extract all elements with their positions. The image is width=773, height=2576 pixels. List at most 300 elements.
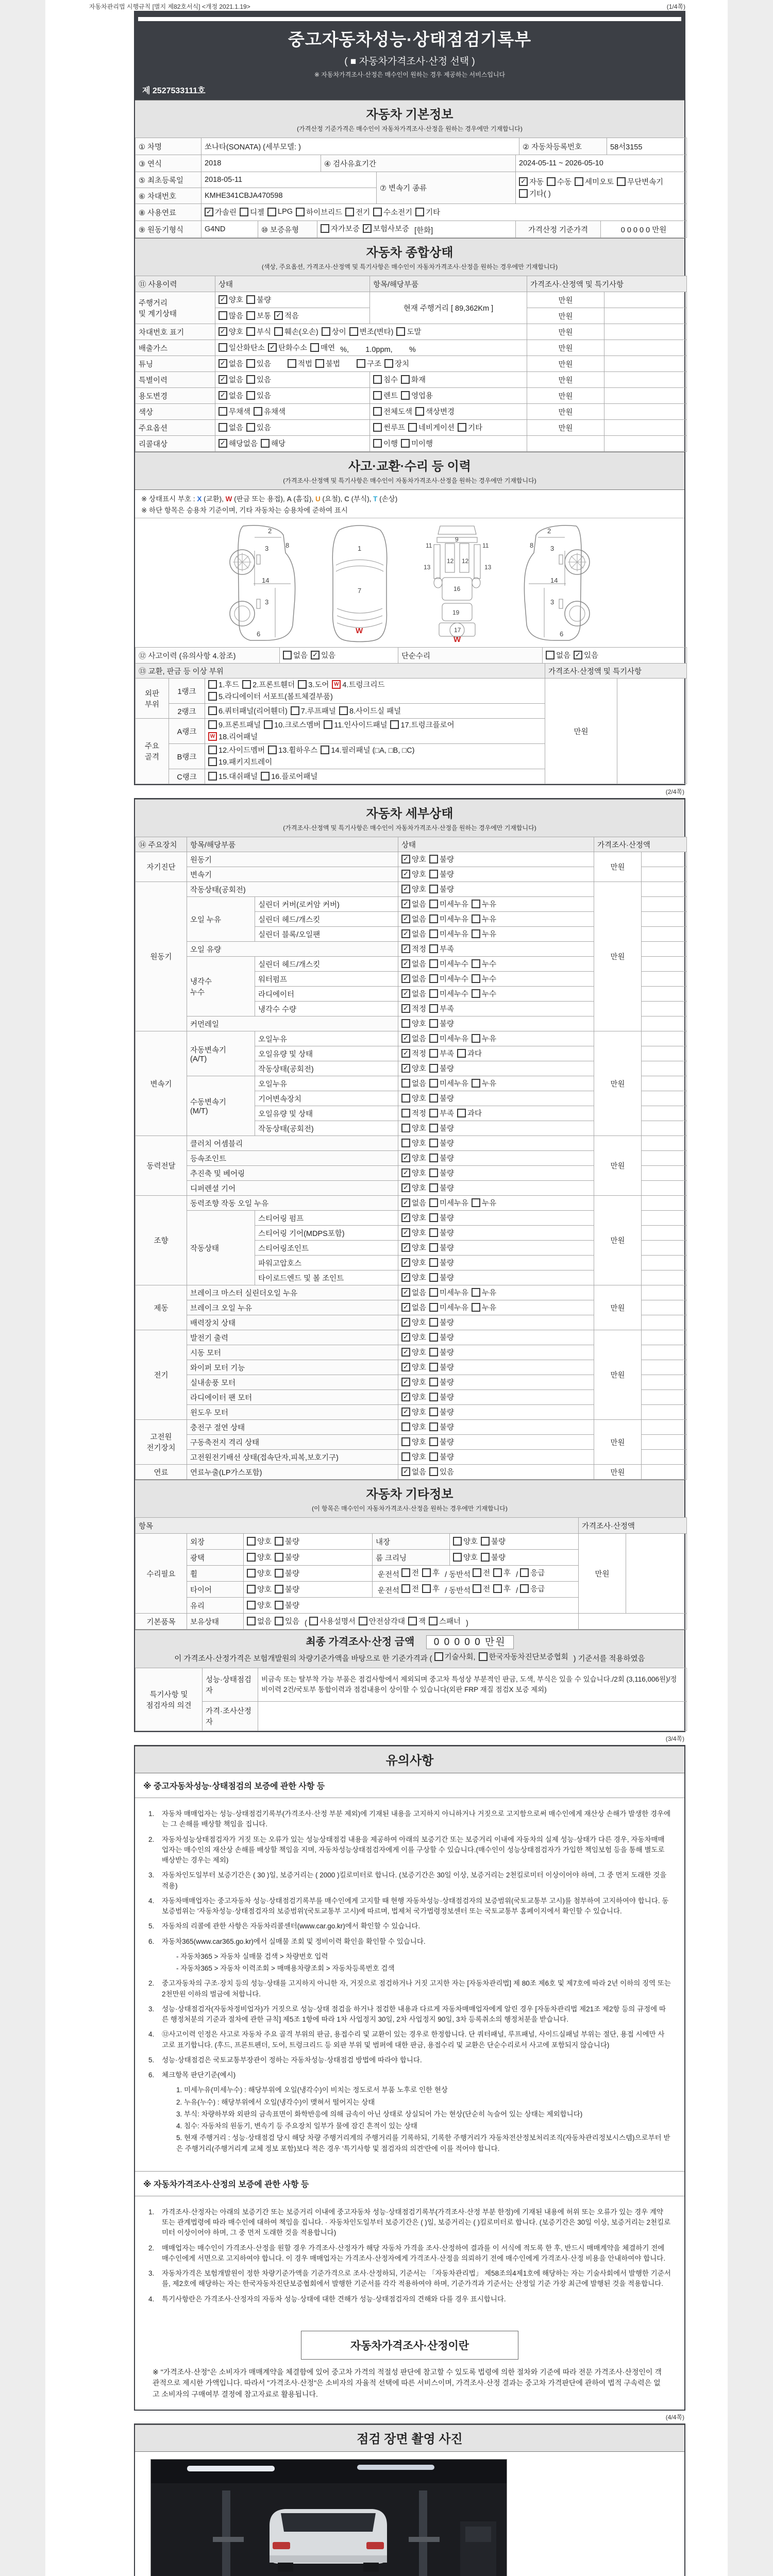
checkbox-10.크로스멤버[interactable]: [264, 720, 273, 729]
checkbox-미세누유[interactable]: [429, 900, 438, 908]
option-1.후드[interactable]: [208, 679, 239, 690]
option-상이[interactable]: [322, 326, 346, 337]
checkbox-불량[interactable]: [429, 1019, 438, 1028]
option-불량[interactable]: [275, 1584, 299, 1595]
option-없음[interactable]: [401, 899, 426, 909]
checkbox-불량[interactable]: [429, 1452, 438, 1461]
option-자동[interactable]: [519, 176, 544, 187]
checkbox-11.인사이드패널[interactable]: [324, 720, 332, 729]
option-부족[interactable]: [429, 1108, 454, 1118]
option-불량[interactable]: [429, 854, 454, 865]
checkbox-없음[interactable]: [401, 1288, 410, 1297]
option-없음[interactable]: [401, 913, 426, 924]
option-기타[interactable]: [415, 207, 440, 217]
option-전[interactable]: [401, 1583, 419, 1594]
checkbox-불량[interactable]: [429, 855, 438, 863]
option-색상변경[interactable]: [415, 406, 455, 417]
checkbox-15.대쉬패널[interactable]: [208, 772, 217, 781]
checkbox-사용설명서[interactable]: [309, 1617, 318, 1625]
checkbox-미세누수[interactable]: [429, 974, 438, 983]
option-미세누수[interactable]: [429, 973, 468, 984]
checkbox-썬루프[interactable]: [373, 423, 382, 432]
checkbox-불량[interactable]: [429, 1168, 438, 1177]
option-양호[interactable]: [401, 1377, 426, 1387]
option-렌트[interactable]: [373, 390, 398, 401]
option-있음[interactable]: [246, 422, 271, 433]
checkbox-없음[interactable]: [401, 1303, 410, 1312]
option-불량[interactable]: [429, 1138, 454, 1148]
checkbox-해당[interactable]: [261, 439, 270, 448]
option-LPG[interactable]: [267, 208, 293, 216]
checkbox-없음[interactable]: [219, 391, 227, 400]
checkbox-보험사보증[interactable]: [363, 224, 372, 233]
checkbox-없음[interactable]: [401, 1079, 410, 1088]
checkbox-양호[interactable]: [401, 1124, 410, 1132]
option-17.트렁크플로어[interactable]: [390, 719, 454, 730]
checkbox-미세누유[interactable]: [429, 929, 438, 938]
option-양호[interactable]: [401, 1182, 426, 1193]
option-미세누유[interactable]: [429, 1078, 468, 1089]
checkbox-있음[interactable]: [311, 651, 320, 659]
checkbox-무단변속기[interactable]: [617, 177, 626, 186]
option-불법[interactable]: [315, 358, 340, 369]
option-침수[interactable]: [373, 374, 398, 385]
checkbox-미세누유[interactable]: [429, 1079, 438, 1088]
option-누유[interactable]: [472, 1197, 496, 1208]
option-적정[interactable]: [401, 943, 426, 954]
checkbox-없음[interactable]: [401, 989, 410, 998]
checkbox-5.라디에이터 서포트(볼트체결부품)[interactable]: [208, 692, 217, 701]
checkbox-3.도어[interactable]: [298, 680, 307, 689]
option-누유[interactable]: [472, 1287, 496, 1298]
option-불량[interactable]: [429, 884, 454, 894]
option-미세누유[interactable]: [429, 928, 468, 939]
option-전체도색[interactable]: [373, 406, 412, 417]
option-12.사이드멤버[interactable]: [208, 744, 265, 755]
option-양호[interactable]: [401, 884, 426, 894]
option-있음[interactable]: [246, 390, 271, 401]
checkbox-양호[interactable]: [219, 295, 227, 304]
option-영업용[interactable]: [401, 390, 433, 401]
checkbox-있음[interactable]: [429, 1467, 438, 1476]
checkbox-불량[interactable]: [429, 1333, 438, 1342]
checkbox-누유[interactable]: [472, 1079, 480, 1088]
checkbox-없음[interactable]: [546, 651, 554, 659]
checkbox-전체도색[interactable]: [373, 407, 382, 416]
option-불량[interactable]: [429, 1362, 454, 1372]
checkbox-응급[interactable]: [520, 1584, 529, 1593]
option-장치[interactable]: [384, 358, 409, 369]
checkbox-변조(변타)[interactable]: [349, 327, 358, 336]
option-하이브리드[interactable]: [296, 207, 342, 217]
checkbox-2.프론트휀더[interactable]: [242, 680, 251, 689]
checkbox-유채색[interactable]: [254, 407, 262, 416]
checkbox-미세누유[interactable]: [429, 1034, 438, 1043]
checkbox-누유[interactable]: [472, 1034, 480, 1043]
checkbox-일산화탄소[interactable]: [219, 343, 227, 352]
checkbox-불량[interactable]: [429, 1378, 438, 1386]
checkbox-전[interactable]: [473, 1584, 481, 1593]
checkbox-있음[interactable]: [275, 1617, 283, 1625]
option-불량[interactable]: [246, 294, 271, 305]
checkbox-후[interactable]: [422, 1584, 431, 1593]
option-미세누유[interactable]: [429, 1033, 468, 1044]
checkbox-미세누유[interactable]: [429, 1288, 438, 1297]
option-양호[interactable]: [401, 1018, 426, 1029]
checkbox-없음[interactable]: [219, 375, 227, 384]
checkbox-응급[interactable]: [520, 1568, 529, 1577]
option-전[interactable]: [473, 1583, 490, 1594]
checkbox-이행[interactable]: [373, 439, 382, 448]
checkbox-보통[interactable]: [246, 311, 255, 320]
option-양호[interactable]: [401, 1451, 426, 1462]
checkbox-없음[interactable]: [247, 1617, 256, 1625]
option-미세누유[interactable]: [429, 1302, 468, 1313]
option-없음[interactable]: [401, 988, 426, 999]
option-불량[interactable]: [275, 1600, 299, 1611]
option-없음[interactable]: [401, 928, 426, 939]
option-응급[interactable]: [520, 1583, 545, 1594]
option-불량[interactable]: [429, 1182, 454, 1193]
checkbox-불량[interactable]: [429, 1139, 438, 1147]
checkbox-8.사이드실 패널[interactable]: [339, 706, 348, 715]
checkbox-불량[interactable]: [275, 1601, 283, 1609]
checkbox-불량[interactable]: [481, 1537, 490, 1546]
checkbox-부족[interactable]: [429, 1004, 438, 1013]
option-불량[interactable]: [429, 1123, 454, 1133]
checkbox-색상변경[interactable]: [415, 407, 424, 416]
checkbox-적정[interactable]: [401, 1049, 410, 1058]
option-양호[interactable]: [247, 1568, 272, 1579]
option-없음[interactable]: [401, 1033, 426, 1044]
checkbox-불량[interactable]: [429, 1154, 438, 1162]
option-양호[interactable]: [401, 1212, 426, 1223]
checkbox-불량[interactable]: [429, 885, 438, 893]
checkbox-상이[interactable]: [322, 327, 330, 336]
checkbox-불량[interactable]: [275, 1553, 283, 1562]
checkbox-양호[interactable]: [401, 1139, 410, 1147]
option-없음[interactable]: [401, 1302, 426, 1313]
checkbox-있음[interactable]: [246, 391, 255, 400]
checkbox-미세누수[interactable]: [429, 959, 438, 968]
checkbox-양호[interactable]: [401, 1393, 410, 1401]
checkbox-17.트렁크플로어[interactable]: [390, 720, 399, 729]
option-있음[interactable]: [311, 650, 335, 660]
option-불량[interactable]: [429, 1317, 454, 1328]
option-적정[interactable]: [401, 1108, 426, 1118]
option-일산화탄소[interactable]: [219, 342, 265, 353]
checkbox-6.쿼터패널(리어휀더)[interactable]: [208, 706, 217, 715]
checkbox-기타( )[interactable]: [519, 189, 528, 198]
checkbox-무채색[interactable]: [219, 407, 227, 416]
checkbox-양호[interactable]: [401, 1378, 410, 1386]
option-불량[interactable]: [429, 1018, 454, 1029]
checkbox-불량[interactable]: [246, 295, 255, 304]
checkbox-불량[interactable]: [429, 1064, 438, 1073]
option-불량[interactable]: [429, 1242, 454, 1253]
option-누유[interactable]: [472, 899, 496, 909]
option-불량[interactable]: [429, 1257, 454, 1268]
checkbox-양호[interactable]: [401, 1168, 410, 1177]
checkbox-1.후드[interactable]: [208, 680, 217, 689]
checkbox-양호[interactable]: [401, 1183, 410, 1192]
option-누수[interactable]: [472, 973, 496, 984]
option-사용설명서[interactable]: [309, 1616, 356, 1626]
checkbox-불량[interactable]: [481, 1553, 490, 1562]
option-11.인사이드패널[interactable]: [324, 719, 387, 730]
option-3.도어[interactable]: [298, 679, 329, 690]
option-불량[interactable]: [429, 1421, 454, 1432]
checkbox-없음[interactable]: [401, 974, 410, 983]
checkbox-후[interactable]: [493, 1584, 502, 1593]
option-양호[interactable]: [219, 326, 243, 337]
option-자가보증[interactable]: [321, 223, 360, 234]
checkbox-13.휠하우스[interactable]: [268, 745, 277, 754]
checkbox-불량[interactable]: [429, 1228, 438, 1237]
option-불량[interactable]: [429, 1227, 454, 1238]
checkbox-양호[interactable]: [401, 1243, 410, 1252]
checkbox-부족[interactable]: [429, 1109, 438, 1117]
option-전[interactable]: [401, 1567, 419, 1578]
option-양호[interactable]: [401, 1406, 426, 1417]
checkbox-누수[interactable]: [472, 959, 480, 968]
option-부족[interactable]: [429, 1003, 454, 1014]
option-미세누유[interactable]: [429, 1197, 468, 1208]
checkbox-렌트[interactable]: [373, 391, 382, 400]
checkbox-불량[interactable]: [275, 1569, 283, 1578]
checkbox-12.사이드멤버[interactable]: [208, 745, 217, 754]
checkbox-미세누유[interactable]: [429, 1198, 438, 1207]
option-불량[interactable]: [481, 1552, 506, 1563]
option-훼손(오손)[interactable]: [274, 326, 318, 337]
checkbox-미이행[interactable]: [401, 439, 410, 448]
checkbox-과다[interactable]: [457, 1049, 466, 1058]
checkbox-누유[interactable]: [472, 900, 480, 908]
option-없음[interactable]: [401, 1197, 426, 1208]
option-양호[interactable]: [401, 1436, 426, 1447]
checkbox-전[interactable]: [401, 1584, 410, 1593]
checkbox-매연[interactable]: [310, 343, 319, 352]
option-기타[interactable]: [458, 422, 482, 433]
checkbox-양호[interactable]: [247, 1601, 256, 1609]
checkbox-있음[interactable]: [246, 375, 255, 384]
option-양호[interactable]: [401, 1063, 426, 1074]
option-있음[interactable]: [429, 1466, 454, 1477]
checkbox-전기[interactable]: [345, 208, 354, 216]
checkbox-양호[interactable]: [453, 1553, 462, 1562]
option-14.필러패널 (□A, □B, □C)[interactable]: [321, 744, 414, 755]
option-없음[interactable]: [219, 422, 243, 433]
checkbox-양호[interactable]: [401, 1213, 410, 1222]
option-누유[interactable]: [472, 1033, 496, 1044]
option-적법[interactable]: [288, 358, 312, 369]
checkbox-영업용[interactable]: [401, 391, 410, 400]
option-무채색[interactable]: [219, 406, 250, 417]
option-없음[interactable]: [401, 973, 426, 984]
option-없음[interactable]: [283, 650, 308, 660]
checkbox-양호[interactable]: [247, 1537, 256, 1546]
checkbox-양호[interactable]: [219, 327, 227, 336]
option-과다[interactable]: [457, 1048, 482, 1059]
option-적음[interactable]: [274, 310, 299, 321]
option-탄화수소[interactable]: [268, 342, 307, 353]
option-전[interactable]: [473, 1567, 490, 1578]
option-양호[interactable]: [401, 1242, 426, 1253]
option-양호[interactable]: [401, 1138, 426, 1148]
option-양호[interactable]: [219, 294, 243, 305]
option-세미오토[interactable]: [575, 176, 614, 187]
option-불량[interactable]: [429, 1451, 454, 1462]
option-양호[interactable]: [247, 1600, 272, 1611]
checkbox-양호[interactable]: [401, 1363, 410, 1371]
option-양호[interactable]: [401, 1227, 426, 1238]
option-양호[interactable]: [401, 1347, 426, 1358]
option-미세누수[interactable]: [429, 988, 468, 999]
option-불량[interactable]: [429, 869, 454, 879]
checkbox-불량[interactable]: [429, 1408, 438, 1416]
option-구조[interactable]: [357, 358, 381, 369]
checkbox-불량[interactable]: [275, 1585, 283, 1594]
option-누수[interactable]: [472, 958, 496, 969]
checkbox-화재[interactable]: [401, 375, 410, 384]
option-불량[interactable]: [275, 1536, 299, 1547]
option-양호[interactable]: [247, 1584, 272, 1595]
checkbox-불량[interactable]: [429, 1318, 438, 1327]
option-없음[interactable]: [401, 1466, 426, 1477]
option-9.프론트패널[interactable]: [208, 719, 261, 730]
option-양호[interactable]: [247, 1536, 272, 1547]
checkbox-가솔린[interactable]: [205, 208, 213, 216]
option-양호[interactable]: [401, 1421, 426, 1432]
checkbox-누유[interactable]: [472, 1288, 480, 1297]
option-있음[interactable]: [574, 650, 598, 660]
checkbox-없음[interactable]: [401, 959, 410, 968]
checkbox-없음[interactable]: [219, 423, 227, 432]
option-없음[interactable]: [401, 958, 426, 969]
checkbox-잭[interactable]: [408, 1617, 417, 1625]
option-누유[interactable]: [472, 928, 496, 939]
option-양호[interactable]: [401, 1153, 426, 1163]
option-불량[interactable]: [429, 1272, 454, 1283]
option-과다[interactable]: [457, 1108, 482, 1118]
checkbox-있음[interactable]: [246, 359, 255, 368]
checkbox-부식[interactable]: [246, 327, 255, 336]
checkbox-양호[interactable]: [401, 1437, 410, 1446]
option-양호[interactable]: [247, 1552, 272, 1563]
checkbox-불량[interactable]: [429, 1258, 438, 1267]
checkbox-양호[interactable]: [401, 1452, 410, 1461]
checkbox-누유[interactable]: [472, 1198, 480, 1207]
checkbox-자동[interactable]: [519, 177, 528, 186]
option-7.루프패널[interactable]: [291, 705, 336, 716]
checkbox-양호[interactable]: [401, 1408, 410, 1416]
option-가솔린[interactable]: [205, 207, 237, 217]
option-15.대쉬패널[interactable]: [208, 771, 258, 782]
option-미세누유[interactable]: [429, 1287, 468, 1298]
checkbox-양호[interactable]: [401, 1348, 410, 1357]
checkbox-양호[interactable]: [401, 1154, 410, 1162]
option-후[interactable]: [422, 1583, 440, 1594]
option-없음[interactable]: [401, 1078, 426, 1089]
checkbox-미세누유[interactable]: [429, 1303, 438, 1312]
option-후[interactable]: [493, 1583, 511, 1594]
checkbox-수동[interactable]: [547, 177, 556, 186]
option-불량[interactable]: [429, 1063, 454, 1074]
option-미세누유[interactable]: [429, 913, 468, 924]
option-기술사회,[interactable]: [434, 1651, 476, 1662]
option-양호[interactable]: [401, 1317, 426, 1328]
option-불량[interactable]: [429, 1436, 454, 1447]
checkbox-양호[interactable]: [401, 1422, 410, 1431]
option-기타( )[interactable]: [519, 188, 551, 199]
option-적정[interactable]: [401, 1048, 426, 1059]
option-미이행[interactable]: [401, 438, 433, 449]
checkbox-훼손(오손)[interactable]: [274, 327, 283, 336]
checkbox-없음[interactable]: [401, 1034, 410, 1043]
option-썬루프[interactable]: [373, 422, 405, 433]
option-누유[interactable]: [472, 1302, 496, 1313]
option-불량[interactable]: [429, 1332, 454, 1343]
checkbox-양호[interactable]: [401, 1258, 410, 1267]
checkbox-불량[interactable]: [429, 1273, 438, 1282]
option-불량[interactable]: [429, 1167, 454, 1178]
option-불량[interactable]: [275, 1568, 299, 1579]
checkbox-양호[interactable]: [401, 1273, 410, 1282]
checkbox-불량[interactable]: [429, 1243, 438, 1252]
checkbox-불량[interactable]: [429, 1437, 438, 1446]
checkbox-구조[interactable]: [357, 359, 365, 368]
checkbox-불량[interactable]: [429, 1348, 438, 1357]
checkbox-불량[interactable]: [275, 1537, 283, 1546]
option-누유[interactable]: [472, 1078, 496, 1089]
option-없음[interactable]: [219, 374, 243, 385]
checkbox-탄화수소[interactable]: [268, 343, 277, 352]
option-양호[interactable]: [401, 1272, 426, 1283]
checkbox-LPG[interactable]: [267, 208, 276, 216]
option-불량[interactable]: [429, 1212, 454, 1223]
option-수소전기[interactable]: [373, 207, 412, 217]
checkbox-적법[interactable]: [288, 359, 296, 368]
option-양호[interactable]: [401, 1392, 426, 1402]
option-유채색[interactable]: [254, 406, 285, 417]
checkbox-해당없음[interactable]: [219, 439, 227, 448]
option-불량[interactable]: [429, 1093, 454, 1104]
checkbox-기타[interactable]: [415, 208, 424, 216]
option-2.프론트휀더[interactable]: [242, 679, 295, 690]
checkbox-미세누유[interactable]: [429, 914, 438, 923]
checkbox-양호[interactable]: [401, 1228, 410, 1237]
checkbox-불량[interactable]: [429, 870, 438, 878]
checkbox-9.프론트패널[interactable]: [208, 720, 217, 729]
checkbox-불량[interactable]: [429, 1393, 438, 1401]
checkbox-불량[interactable]: [429, 1363, 438, 1371]
option-양호[interactable]: [401, 1362, 426, 1372]
checkbox-기술사회,[interactable]: [434, 1652, 443, 1661]
checkbox-후[interactable]: [493, 1568, 502, 1577]
checkbox-누유[interactable]: [472, 929, 480, 938]
option-변조(변타)[interactable]: [349, 326, 394, 337]
option-양호[interactable]: [453, 1536, 478, 1547]
checkbox-디젤[interactable]: [240, 208, 248, 216]
option-적정[interactable]: [401, 1003, 426, 1014]
checkbox-안전삼각대[interactable]: [359, 1617, 367, 1625]
option-있음[interactable]: [246, 374, 271, 385]
checkbox-불량[interactable]: [429, 1183, 438, 1192]
checkbox-도말[interactable]: [396, 327, 405, 336]
checkbox-누수[interactable]: [472, 974, 480, 983]
option-스패너[interactable]: [429, 1616, 461, 1626]
checkbox-양호[interactable]: [401, 1019, 410, 1028]
